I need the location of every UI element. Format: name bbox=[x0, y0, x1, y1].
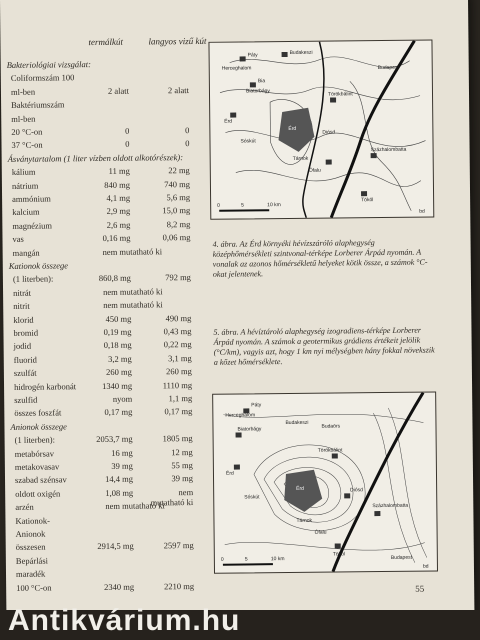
col-header-thermal: termálkút bbox=[88, 36, 123, 48]
table-row bbox=[1, 71, 199, 84]
row-label: Bakteriológiai vizsgálat: bbox=[6, 59, 92, 70]
map2-place-8: Diósd bbox=[350, 487, 363, 494]
map1-place-4: Biatorbágy bbox=[245, 88, 270, 95]
table-row bbox=[6, 567, 204, 580]
map1-place-14: Budapest bbox=[377, 64, 399, 72]
caption-figure-4: 4. ábra. Az Érd környéki hévízszáróló alaphegység középhőmérsékleti szintvonal-térképe Lorberer Árpád nyomán. A vonalak az azonos hőmérsékletű helyeket kötik össze, a számok °C-okat jelentenek. bbox=[212, 238, 428, 279]
row-value-lukewarm: 2 alatt bbox=[167, 84, 190, 96]
map1-place-10: Érd bbox=[288, 125, 297, 132]
table-row bbox=[2, 192, 200, 204]
row-label: 37 °C-on bbox=[11, 139, 43, 151]
map-figure-5 bbox=[212, 391, 438, 573]
row-value-thermal: 0,16 mg bbox=[102, 232, 131, 244]
table-row bbox=[4, 420, 202, 432]
map1-place-12: Százhalombatta bbox=[370, 146, 407, 154]
map-figure-4 bbox=[208, 39, 434, 219]
map2-place-3: Budakeszi bbox=[285, 419, 309, 427]
row-value-lukewarm: 490 mg bbox=[165, 312, 192, 323]
row-value-lukewarm: 0,22 mg bbox=[163, 339, 192, 350]
table-row bbox=[1, 125, 199, 137]
row-label: ammónium bbox=[12, 193, 51, 204]
row-value-lukewarm: 8,2 mg bbox=[166, 218, 191, 230]
row-value-thermal: 14,4 mg bbox=[105, 474, 134, 485]
row-value-lukewarm bbox=[141, 112, 189, 113]
table-row bbox=[2, 205, 200, 218]
table-row bbox=[4, 366, 202, 379]
map1-scale-0: 0 bbox=[217, 202, 220, 209]
row-value-thermal: 2 alatt bbox=[107, 85, 130, 96]
row-value-lukewarm bbox=[145, 514, 193, 515]
row-value-thermal: 0,18 mg bbox=[103, 340, 132, 351]
table-row bbox=[1, 112, 199, 124]
row-value-thermal: 860,8 mg bbox=[98, 273, 131, 284]
row-value-lukewarm bbox=[146, 554, 194, 555]
table-row bbox=[3, 299, 201, 312]
row-value-lukewarm: 5,6 mg bbox=[166, 192, 191, 203]
table-row bbox=[5, 473, 203, 486]
map1-scale-2: 10 km bbox=[267, 202, 281, 209]
row-label: hidrogén karbonát bbox=[13, 380, 77, 392]
table-row bbox=[6, 554, 204, 566]
analysis-table bbox=[1, 58, 199, 593]
row-value-lukewarm: 55 mg bbox=[171, 460, 193, 471]
row-label: 20 °C-on bbox=[11, 126, 43, 137]
map1-place-8: Diósd bbox=[322, 129, 336, 136]
row-label: kálium bbox=[11, 166, 36, 178]
map1-place-5: Érd bbox=[224, 118, 233, 125]
map2-place-0: Páty bbox=[251, 402, 262, 409]
row-label: ml-ben bbox=[11, 113, 36, 124]
table-row bbox=[4, 339, 202, 352]
map1-place-6: Sóskút bbox=[240, 138, 256, 145]
row-value-lukewarm bbox=[146, 527, 194, 528]
row-value-lukewarm: 0 bbox=[185, 138, 190, 149]
row-value-lukewarm: 0,06 mg bbox=[162, 232, 191, 243]
row-value-lukewarm: 0,17 mg bbox=[164, 406, 193, 417]
map1-place-1: Herceghalom bbox=[221, 65, 252, 72]
row-value-thermal: 39 mg bbox=[111, 460, 133, 471]
table-row bbox=[1, 138, 199, 151]
row-value-thermal: 450 mg bbox=[105, 313, 132, 324]
row-label: maradék bbox=[15, 568, 46, 580]
row-label: kalcium bbox=[12, 206, 40, 218]
row-label: arzén bbox=[15, 501, 34, 513]
map2-place-12: Százhalombatta bbox=[372, 502, 409, 510]
row-value-lukewarm: 12 mg bbox=[171, 446, 193, 457]
map2-place-2: Biatorbágy bbox=[237, 426, 262, 433]
table-row bbox=[1, 84, 199, 97]
map2-place-13: Tököl bbox=[332, 551, 346, 558]
row-label: oldott oxigén bbox=[15, 488, 61, 499]
row-label: Bepárlási bbox=[15, 555, 49, 566]
table-row bbox=[4, 379, 202, 392]
row-value-lukewarm: 260 mg bbox=[166, 366, 192, 377]
map2-corner: bd bbox=[422, 563, 429, 570]
row-value-lukewarm: 3,1 mg bbox=[168, 352, 192, 364]
row-label: magnézium bbox=[12, 220, 53, 231]
row-label: metakovasav bbox=[14, 461, 60, 472]
table-row bbox=[3, 245, 201, 258]
row-label: Kationok- bbox=[15, 515, 50, 526]
row-value-lukewarm: 15,0 mg bbox=[162, 205, 191, 216]
table-row bbox=[6, 540, 204, 553]
row-value-thermal bbox=[81, 112, 129, 113]
row-label: mangán bbox=[12, 247, 40, 258]
table-row bbox=[5, 460, 203, 472]
row-value-lukewarm: 0,43 mg bbox=[163, 326, 192, 337]
row-value-thermal: 2340 mg bbox=[104, 581, 135, 592]
map2-scale-2: 10 km bbox=[270, 556, 285, 563]
row-label: Anionok összege bbox=[10, 421, 67, 432]
row-value-lukewarm: nem mutatható ki bbox=[150, 486, 194, 508]
map2-place-5: Érd bbox=[225, 470, 234, 477]
map1-place-3: Bia bbox=[257, 78, 266, 85]
map2-place-9: Tárnok bbox=[296, 517, 313, 524]
map2-place-6: Sóskút bbox=[244, 494, 260, 501]
map2-place-14: Budapest bbox=[390, 554, 413, 561]
row-value-span: nem mutatható ki bbox=[103, 286, 163, 297]
row-label: ml-ben bbox=[10, 86, 36, 97]
table-row bbox=[4, 393, 202, 405]
row-value-thermal: 4,1 mg bbox=[106, 192, 131, 203]
row-value-thermal: 2,9 mg bbox=[106, 206, 131, 217]
map1-scale-1: 5 bbox=[241, 202, 244, 209]
row-value-lukewarm: 2597 mg bbox=[163, 540, 194, 551]
row-label: összes foszfát bbox=[14, 407, 62, 419]
row-label: Coliformszám 100 bbox=[10, 72, 75, 84]
row-value-thermal: 11 mg bbox=[108, 165, 130, 177]
watermark: Antikvárium.hu bbox=[8, 604, 241, 637]
row-label: (1 literben): bbox=[12, 273, 54, 285]
map1-corner: bd bbox=[419, 208, 425, 215]
map2-scale-0: 0 bbox=[220, 556, 224, 563]
table-row bbox=[3, 286, 201, 298]
page-number: 55 bbox=[415, 583, 425, 594]
row-value-span: nem mutatható ki bbox=[102, 245, 163, 257]
map1-place-9: Tárnok bbox=[292, 155, 309, 162]
table-row bbox=[6, 580, 204, 593]
row-value-thermal bbox=[81, 72, 129, 73]
row-label: szulfát bbox=[13, 367, 37, 379]
row-value-thermal: 840 mg bbox=[104, 179, 130, 190]
row-label: Baktériumszám bbox=[11, 99, 65, 111]
map1-place-11: Ófalu bbox=[308, 167, 321, 174]
table-row bbox=[4, 352, 202, 365]
table-row bbox=[1, 58, 199, 70]
row-value-lukewarm: 792 mg bbox=[165, 272, 191, 283]
table-row bbox=[2, 151, 200, 164]
row-value-thermal: 3,2 mg bbox=[108, 353, 132, 364]
row-value-lukewarm: 1,1 mg bbox=[168, 393, 193, 404]
table-row bbox=[3, 326, 201, 338]
row-value-thermal bbox=[81, 99, 129, 100]
table-row bbox=[4, 406, 202, 419]
row-value-span: nem mutatható ki bbox=[103, 299, 163, 311]
row-label: nátrium bbox=[11, 180, 39, 191]
row-value-lukewarm: 39 mg bbox=[171, 473, 194, 484]
row-value-thermal: 260 mg bbox=[106, 366, 132, 378]
row-value-thermal bbox=[85, 514, 133, 515]
row-label: metabórsav bbox=[14, 448, 54, 459]
map1-place-7: Törökbálint bbox=[327, 91, 353, 98]
row-label: Ásványtartalom (1 liter vízben oldott alkotórészek): bbox=[7, 151, 184, 164]
table-row bbox=[2, 165, 200, 178]
row-label: klorid bbox=[13, 314, 34, 325]
row-label: (1 literben): bbox=[14, 434, 56, 446]
map1-place-2: Budakeszi bbox=[289, 49, 313, 56]
table-row bbox=[3, 259, 201, 271]
row-value-thermal: 2,6 mg bbox=[106, 219, 131, 230]
row-label: fluorid bbox=[13, 354, 37, 365]
table-row bbox=[6, 527, 204, 539]
caption-figure-5: 5. ábra. A hévíztároló alaphegység izogradiens-térképe Lorberer Árpád nyomán. A számok a geotermikus grádiens értékeit jelölik (°C/km), vagyis azt, hogy 1 km nyi mélységben hány fokkal növekszik a kőzet hőmérséklete. bbox=[213, 325, 435, 367]
table-row bbox=[2, 178, 200, 191]
row-value-lukewarm: 1805 mg bbox=[162, 433, 193, 444]
row-value-lukewarm: 2210 mg bbox=[164, 580, 195, 591]
row-value-lukewarm: 740 mg bbox=[164, 178, 190, 189]
map2-place-1: Herceghalom bbox=[225, 412, 256, 419]
row-value-thermal bbox=[86, 554, 134, 555]
row-label: összesen bbox=[15, 541, 46, 553]
row-value-thermal: 0,17 mg bbox=[104, 407, 133, 418]
table-row bbox=[5, 433, 203, 446]
map2-place-11: Ófalu bbox=[314, 529, 327, 536]
row-value-span: nem mutatható ki bbox=[105, 500, 165, 512]
row-label: 100 °C-on bbox=[16, 582, 52, 593]
row-value-thermal: 2914,5 mg bbox=[97, 541, 134, 552]
table-row bbox=[2, 232, 200, 245]
row-label: Kationok összege bbox=[8, 260, 69, 271]
row-value-lukewarm bbox=[141, 98, 189, 99]
row-value-thermal bbox=[86, 528, 134, 529]
row-label: nitrit bbox=[13, 300, 30, 312]
row-value-lukewarm bbox=[141, 71, 189, 72]
row-value-thermal: 1340 mg bbox=[101, 380, 133, 391]
row-label: szabad szénsav bbox=[14, 474, 67, 486]
row-value-lukewarm: 0 bbox=[185, 125, 190, 136]
map2-place-10: Érd bbox=[296, 485, 304, 492]
table-row bbox=[5, 513, 203, 526]
row-label: nitrát bbox=[13, 287, 32, 298]
row-label: vas bbox=[12, 233, 24, 245]
map1-place-0: Páty bbox=[247, 52, 258, 59]
col-header-lukewarm: langyos vizű kút bbox=[148, 35, 207, 47]
row-value-lukewarm: 22 mg bbox=[168, 165, 190, 176]
map2-place-7: Törökbálint bbox=[317, 447, 343, 454]
map2-scale-1: 5 bbox=[244, 556, 248, 563]
table-row bbox=[3, 272, 201, 285]
row-value-thermal: 0 bbox=[125, 125, 130, 136]
row-label: bromid bbox=[13, 327, 39, 338]
row-value-thermal: nyom bbox=[112, 393, 133, 404]
row-value-thermal: 0,19 mg bbox=[103, 326, 132, 337]
table-row bbox=[5, 446, 203, 459]
row-value-lukewarm: 1110 mg bbox=[162, 379, 193, 390]
bottom-strip bbox=[0, 604, 480, 640]
table-row bbox=[2, 218, 200, 231]
map1-place-13: Tököl bbox=[361, 197, 374, 204]
row-label: jodid bbox=[13, 341, 32, 352]
row-value-lukewarm bbox=[146, 567, 194, 568]
row-value-thermal: 16 mg bbox=[111, 447, 133, 458]
row-value-thermal: 1,08 mg bbox=[105, 487, 134, 498]
map2-place-4: Budaörs bbox=[321, 423, 341, 430]
row-label: szulfid bbox=[14, 394, 38, 405]
row-value-thermal: 2053,7 mg bbox=[96, 433, 133, 445]
row-value-thermal bbox=[86, 568, 134, 569]
row-value-thermal: 0 bbox=[125, 139, 130, 150]
table-row bbox=[1, 98, 199, 111]
row-label: Anionok bbox=[15, 528, 46, 539]
table-row bbox=[3, 312, 201, 325]
